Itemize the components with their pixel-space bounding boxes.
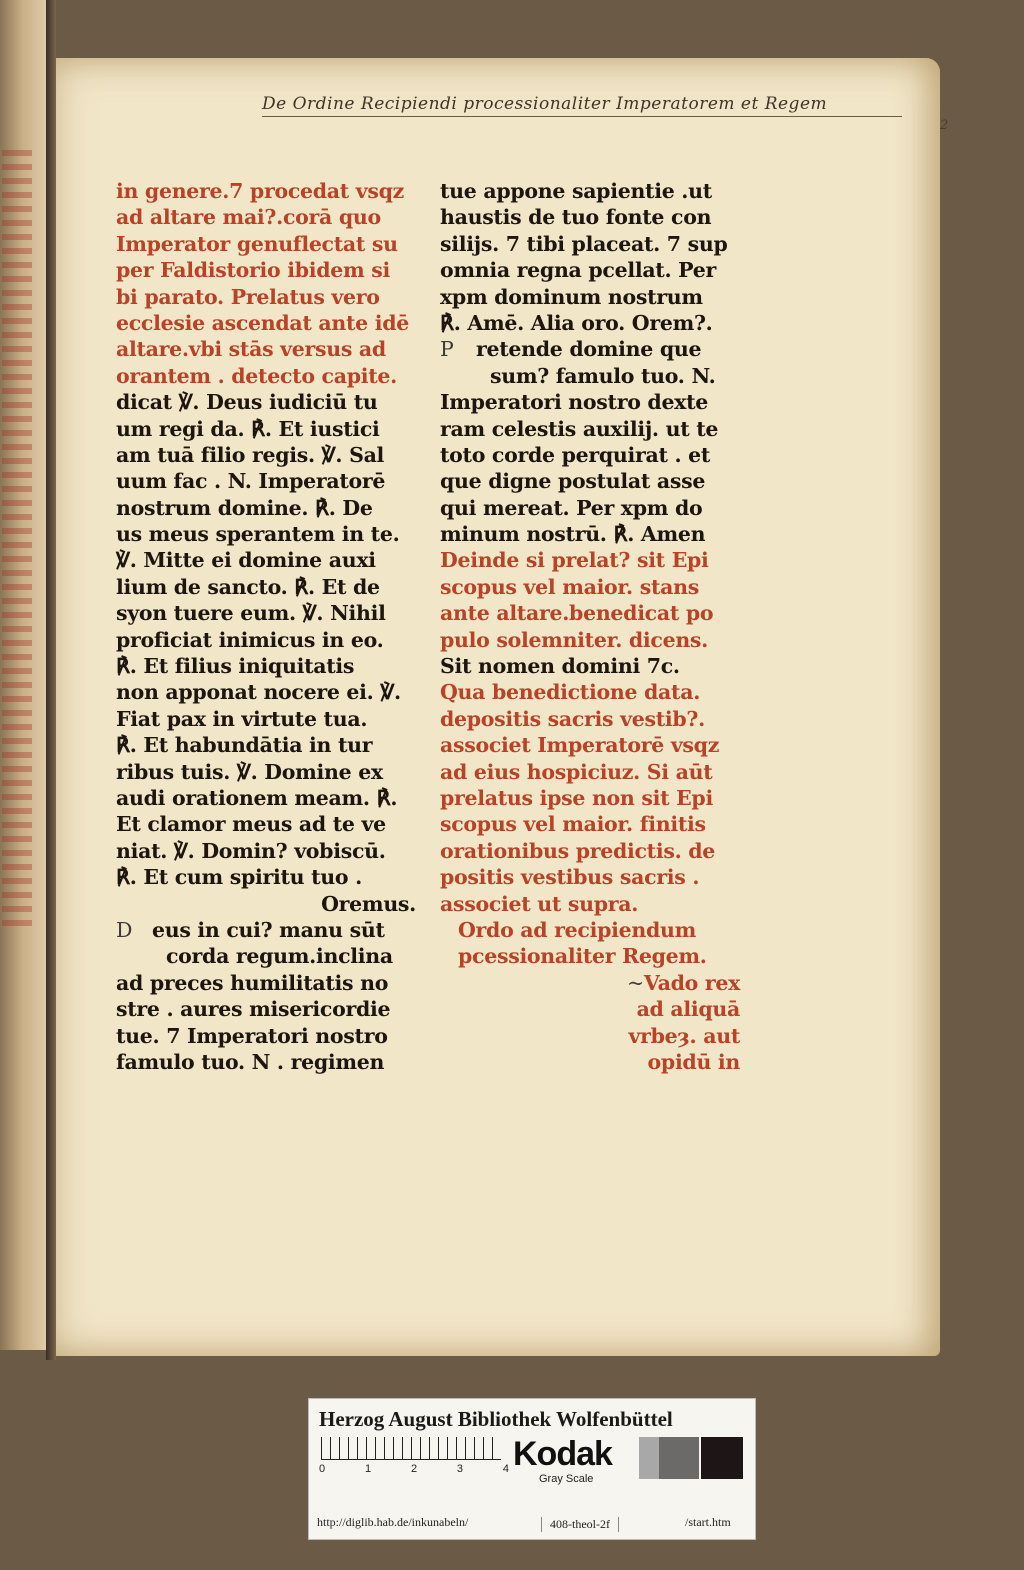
text-line [116,653,416,679]
line-text: minum nostrū. ℟. Amen [440,522,706,547]
line-text: dicat ℣. Deus iudiciū tu [116,390,378,415]
line-text: ℟. Et filius iniquitatis [116,654,355,679]
text-line [440,231,740,257]
text-line [116,231,416,257]
library-name: Herzog August Bibliothek Wolfenbüttel [319,1407,673,1431]
library-color-card [308,1398,756,1540]
text-line [116,336,416,362]
ruler-tick-label: 1 [364,1463,372,1475]
line-text: Imperatori nostro dexte [440,390,709,415]
left-text-column [116,178,416,1075]
line-text: ℣. Mitte ei domine auxi [116,548,376,573]
text-line [116,521,416,547]
text-line [116,891,416,917]
text-line [440,600,740,626]
text-line [440,891,740,917]
line-text: vrbeȝ. aut [628,1023,740,1048]
line-text: scopus vel maior. stans [440,574,699,599]
text-line [440,521,740,547]
line-text: Ordo ad recipiendum [458,917,696,942]
text-line [440,653,740,679]
text-line [116,363,416,389]
line-text: depositis sacris vestib?. [440,706,705,731]
ruler-tick-label: 3 [456,1463,464,1475]
line-text: silijs. 7 tibi placeat. 7 sup [440,231,728,256]
url-shelfmark: 408-theol-2f [541,1517,619,1532]
folio-number: 2 [940,118,949,133]
text-line [440,495,740,521]
text-line [116,679,416,705]
gray-scale-label: Gray Scale [539,1473,594,1485]
line-text: toto corde perquirat . et [440,442,711,467]
line-text: eus in cui? manu sūt [152,917,385,942]
book-gutter [46,0,56,1360]
line-text: positis vestibus sacris . [440,865,700,890]
line-text: ante altare.benedicat po [440,601,714,626]
text-line [440,574,740,600]
line-text: omnia regna pcellat. Per [440,258,716,283]
line-text: opidū in [647,1049,740,1074]
kodak-logo: Kodak [513,1435,612,1473]
text-line [116,838,416,864]
line-text: pulo solemniter. dicens. [440,627,708,652]
line-text: bi parato. Prelatus vero [116,284,380,309]
text-line [116,732,416,758]
text-line [116,996,416,1022]
text-line [116,547,416,573]
text-line [440,706,740,732]
line-text: us meus sperantem in te. [116,522,400,547]
text-line [440,178,740,204]
line-text: uum fac . N. Imperatorē [116,469,386,494]
line-text: ℟. Et cum spiritu tuo . [116,865,362,890]
line-text: ram celestis auxilij. ut te [440,416,719,441]
text-line [116,468,416,494]
text-line [116,785,416,811]
line-text: ad eius hospiciuz. Si aūt [440,759,713,784]
line-text: non apponat nocere ei. ℣. [116,680,401,705]
text-line [116,759,416,785]
line-text: associet ut supra. [440,891,639,916]
text-line [116,1023,416,1049]
line-text: tue appone sapientie .ut [440,179,712,203]
line-text: associet Imperatorē vsqz [440,733,720,758]
line-text: um regi da. ℟. Et iustici [116,416,380,441]
text-line [440,864,740,890]
line-text: Fiat pax in virtute tua. [116,706,368,731]
line-text: Et clamor meus ad te ve [116,812,386,837]
text-line [440,970,740,996]
line-text: orantem . detecto capite. [116,363,397,388]
text-line [116,178,416,204]
text-line [116,495,416,521]
text-line [440,759,740,785]
text-line [116,442,416,468]
line-text: niat. ℣. Domin? vobiscū. [116,838,386,863]
line-text: retende domine que [476,337,702,362]
page-heading: De Ordine Recipiendi processionaliter Imperatorem et Regem [262,94,902,117]
line-text: ribus tuis. ℣. Domine ex [116,759,383,784]
text-line [116,574,416,600]
line-text: Deinde si prelat? sit Epi [440,548,709,573]
text-line [116,284,416,310]
right-text-column [440,178,740,1075]
line-text: que digne postulat asse [440,469,706,494]
text-line [116,627,416,653]
line-text: sum? famulo tuo. N. [490,363,716,388]
text-line [440,838,740,864]
line-text: Vado rex [643,970,740,995]
line-text: Imperator genuflectat su [116,231,398,256]
text-line [440,627,740,653]
line-text: proficiat inimicus in eo. [116,627,384,652]
line-text: am tuā filio regis. ℣. Sal [116,442,385,467]
measurement-ruler [321,1437,501,1460]
text-line [116,600,416,626]
line-text: tue. 7 Imperatori nostro [116,1023,388,1048]
gray-swatch-light [639,1437,659,1479]
line-text: ad altare mai?.corā quo [116,205,381,230]
text-line [116,1049,416,1075]
line-text: syon tuere eum. ℣. Nihil [116,601,386,626]
line-text: corda regum.inclina [166,944,393,969]
text-line [440,284,740,310]
line-text: ℟. Et habundātia in tur [116,733,373,758]
text-line [440,943,740,969]
text-line [440,204,740,230]
ruler-tick-label: 0 [319,1463,326,1475]
text-line [116,970,416,996]
text-line [440,1049,740,1075]
line-text: qui mereat. Per xpm do [440,495,703,520]
text-line [440,785,740,811]
text-line [116,864,416,890]
text-line [116,811,416,837]
line-text: Sit nomen domini 7c. [440,654,680,679]
text-line [440,679,740,705]
line-text: audi orationem meam. ℟. [116,785,398,810]
text-line [116,204,416,230]
text-line [440,547,740,573]
initial-guide-letter: D [116,917,133,942]
ruler-ticks [319,1463,509,1475]
text-line [440,310,740,336]
gray-swatch-mid [659,1437,699,1479]
line-text: ℟. Amē. Alia oro. Orem?. [440,310,713,335]
text-line [440,732,740,758]
line-text: pcessionaliter Regem. [458,944,707,969]
line-text: stre . aures misericordie [116,997,391,1022]
text-line [440,996,740,1022]
line-text: ecclesie ascendat ante idē [116,310,410,335]
line-text: altare.vbi stās versus ad [116,337,386,362]
ruler-tick-label: 4 [502,1463,509,1475]
text-line [116,416,416,442]
line-text: famulo tuo. N . regimen [116,1049,385,1074]
text-line [440,336,740,362]
line-text: Qua benedictione data. [440,680,701,705]
url-suffix: /start.htm [685,1515,731,1529]
line-text: ad aliquā [636,997,740,1022]
line-text: prelatus ipse non sit Epi [440,785,713,810]
line-text: in genere.7 procedat vsqz [116,179,405,203]
text-line [440,442,740,468]
line-text: Oremus. [321,891,416,916]
text-line [116,310,416,336]
text-line [440,811,740,837]
text-line [440,917,740,943]
text-line [440,1023,740,1049]
ruler-tick-label: 2 [410,1463,418,1475]
initial-guide-letter: P [440,337,454,362]
text-line [440,416,740,442]
text-line [116,257,416,283]
url-base: http://diglib.hab.de/inkunabeln/ [317,1515,469,1529]
line-text: haustis de tuo fonte con [440,205,712,230]
line-text: orationibus predictis. de [440,838,716,863]
url-row [309,1509,755,1533]
text-line [440,389,740,415]
text-line [116,917,416,943]
text-line [440,363,740,389]
line-text: scopus vel maior. finitis [440,812,706,837]
line-text: lium de sancto. ℟. Et de [116,574,380,599]
gray-swatch-dark [701,1437,743,1479]
text-line [440,257,740,283]
line-text: xpm dominum nostrum [440,284,703,309]
line-text: per Faldistorio ibidem si [116,258,390,283]
text-line [116,389,416,415]
text-line [116,943,416,969]
initial-guide-letter: ~ [626,970,644,995]
text-line [116,706,416,732]
line-text: nostrum domine. ℟. De [116,495,373,520]
line-text: ad preces humilitatis no [116,970,389,995]
text-line [440,468,740,494]
